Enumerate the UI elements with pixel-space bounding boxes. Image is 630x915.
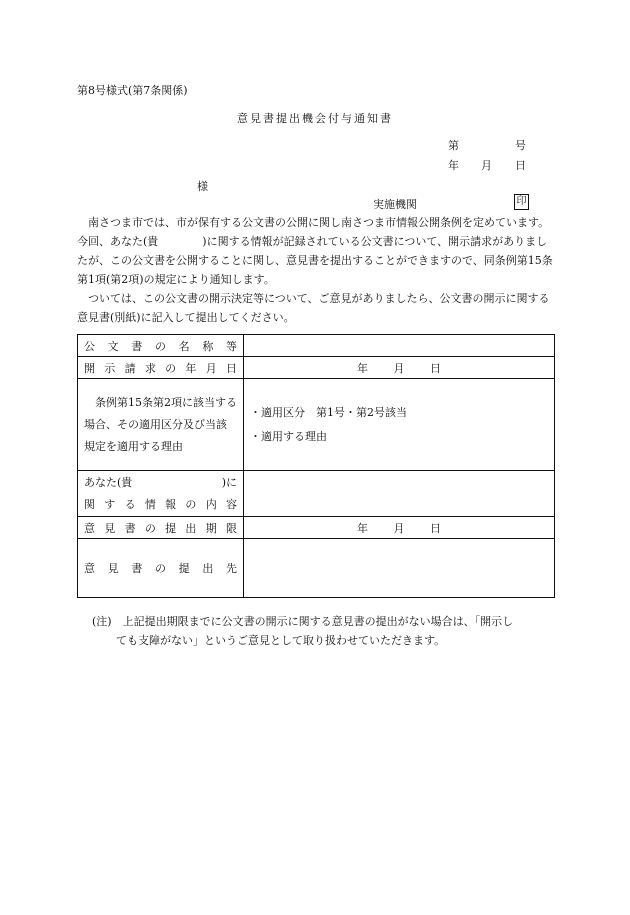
submission-destination-label: 意見書の提出先 (78, 539, 244, 598)
deadline-label: 意見書の提出期限 (78, 517, 244, 539)
document-name-label: 公文書の名称等 (78, 335, 244, 357)
date-day: 日 (515, 159, 526, 172)
related-info-label (78, 471, 244, 517)
number-prefix: 第 (448, 139, 459, 152)
related-info-label-a: あなた(貴 (84, 475, 133, 489)
request-date-label: 開示請求の年月日 (78, 357, 244, 379)
table-row (78, 379, 555, 471)
related-info-label-b: )に (221, 475, 237, 489)
table-row (78, 357, 555, 379)
applicable-clause-value (244, 379, 555, 471)
deadline-value: 年 月 日 (244, 517, 555, 539)
footnote (92, 612, 555, 650)
table-row (78, 335, 555, 357)
number-suffix: 号 (515, 139, 526, 152)
submission-destination-value (244, 539, 555, 598)
form-number: 第8号様式(第7条関係) (77, 84, 188, 97)
seal-mark: 印 (514, 194, 529, 210)
body-paragraph-2: ついては、この公文書の開示決定等について、ご意見がありましたら、公文書の開示に関する意見書(別紙)に記入して提出してください。 (77, 292, 550, 324)
related-info-value (244, 471, 555, 517)
addressee-suffix: 様 (197, 180, 208, 193)
related-info-label-line2: 関する情報の内容 (84, 497, 237, 511)
table-row (78, 471, 555, 517)
table-row (78, 539, 555, 598)
footnote-line-1: (注) 上記提出期限までに公文書の開示に関する意見書の提出がない場合は、「開示し (92, 615, 514, 628)
date-month: 月 (481, 159, 492, 172)
document-title: 意見書提出機会付与通知書 (237, 112, 393, 125)
request-date-value: 年 月 日 (244, 357, 555, 379)
applicable-clause-label (78, 379, 244, 471)
organization-label: 実施機関 (373, 198, 417, 211)
document-name-value (244, 335, 555, 357)
date-year: 年 (448, 159, 459, 172)
footnote-line-2: ても支障がない」というご意見として取り扱わせていただきます。 (116, 634, 446, 647)
applicable-clause-text: 条例第15条第2項に該当する場合、その適用区分及び当該規定を適用する理由 (84, 395, 237, 453)
table-row (78, 517, 555, 539)
body-paragraph-1: 南さつま市では、市が保有する公文書の公開に関し南さつま市情報公開条例を定めています。今回、あなた(貴 )に関する情報が記録されている公文書について、開示請求がありましたが、この公文書を公開することに関し、意見書を提出することができますので、同条例第15条第1項(第2項)の規定により通知します。 (77, 216, 553, 286)
notification-table (77, 334, 555, 598)
clause-category: ・適用区分 第1号・第2号該当 (250, 405, 407, 419)
clause-reason: ・適用する理由 (250, 429, 327, 443)
